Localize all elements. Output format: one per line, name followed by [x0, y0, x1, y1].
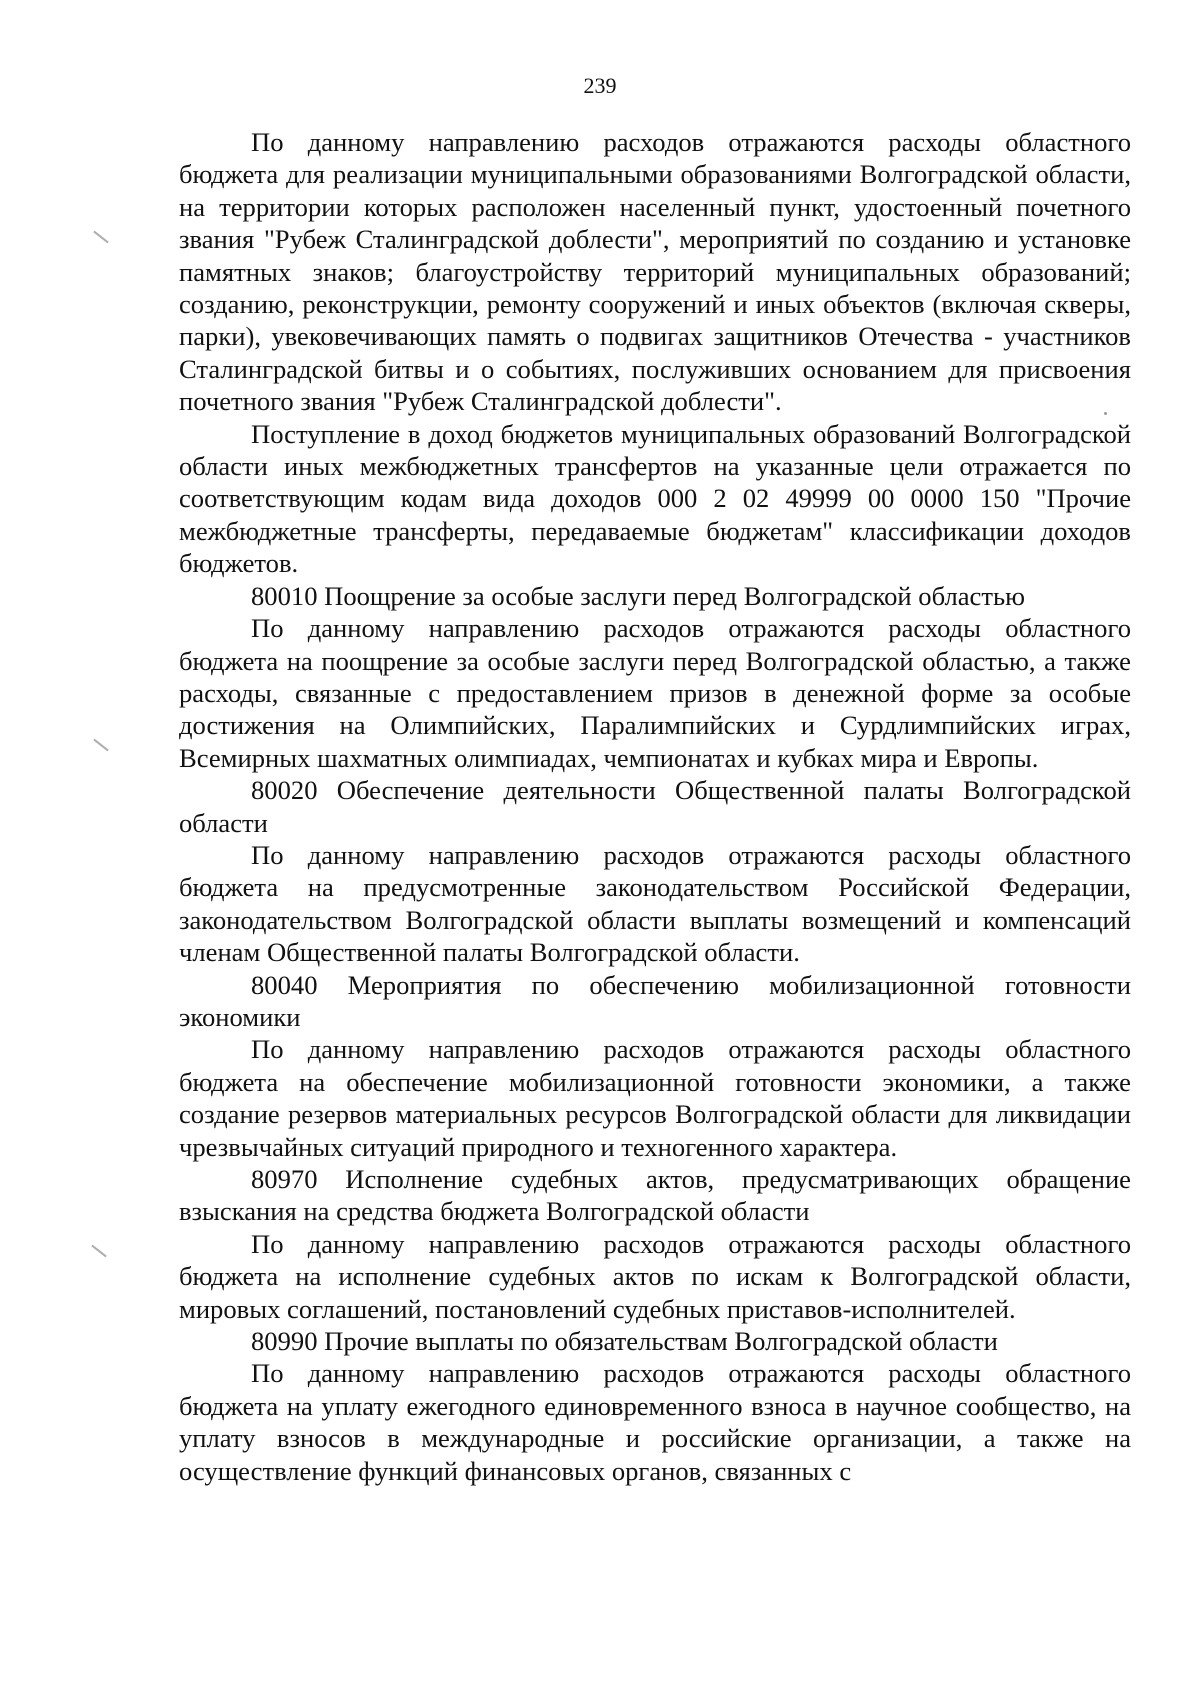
- section-heading: 80990 Прочие выплаты по обязательствам Волгоградской области: [251, 1326, 998, 1357]
- paragraph: По данному направлению расходов отражаются расходы областного бюджета на исполнение судебных актов по искам к Волгоградской области, мировых соглашений, постановлений судебных приставов-исполнителей.: [179, 1228, 1131, 1324]
- section-heading: 80040 Мероприятия по обеспечению мобилизационной готовности экономики: [179, 969, 1131, 1032]
- paragraph: Поступление в доход бюджетов муниципальных образований Волгоградской области иных межбюджетных трансфертов на указанные цели отражается по соответствующим кодам вида доходов 000 2 02 49999 00 0000 150 "Прочие межбюджетные трансферты, передаваемые бюджетам" классификации доходов бюджетов.: [179, 418, 1131, 579]
- paragraph: По данному направлению расходов отражаются расходы областного бюджета на поощрение за особые заслуги перед Волгоградской областью, а также расходы, связанные с предоставлением призов в денежной форме за особые достижения на Олимпийских, Паралимпийских и Сурдлимпийских играх, Всемирных шахматных олимпиадах, чемпионатах и кубках мира и Европы.: [179, 613, 1131, 773]
- body-text: [179, 126, 1131, 1487]
- section-heading: 80970 Исполнение судебных актов, предусматривающих обращение взыскания на средства бюджета Волгоградской области: [179, 1164, 1131, 1227]
- paragraph: По данному направлению расходов отражаются расходы областного бюджета на предусмотренные законодательством Российской Федерации, законодательством Волгоградской области выплаты возмещений и компенсаций членам Общественной палаты Волгоградской области.: [179, 839, 1131, 968]
- section-heading: 80010 Поощрение за особые заслуги перед Волгоградской областью: [251, 580, 1025, 611]
- section-heading: 80020 Обеспечение деятельности Общественной палаты Волгоградской области: [179, 775, 1131, 838]
- paragraph: По данному направлению расходов отражаются расходы областного бюджета на уплату ежегодного единовременного взноса в научное сообщество, на уплату взносов в международные и российские организации, а также на осуществление функций финансовых органов, связанных с: [179, 1358, 1131, 1486]
- scan-mark: [93, 231, 108, 244]
- scan-mark: [93, 739, 108, 752]
- paragraph: По данному направлению расходов отражаются расходы областного бюджета на обеспечение мобилизационной готовности экономики, а также создание резервов материальных ресурсов Волгоградской области для ликвидации чрезвычайных ситуаций природного и техногенного характера.: [179, 1034, 1131, 1162]
- scan-mark: [91, 1245, 106, 1258]
- page-number: 239: [583, 73, 617, 98]
- paragraph: По данному направлению расходов отражаются расходы областного бюджета для реализации муниципальными образованиями Волгоградской области, на территории которых расположен населенный пункт, удостоенный почетного звания "Рубеж Сталинградской доблести", мероприятий по созданию и установке памятных знаков; благоустройству территорий муниципальных образований; созданию, реконструкции, ремонту сооружений и иных объектов (включая скверы, парки), увековечивающих память о подвигах защитников Отечества - участников Сталинградской битвы и о событиях, послуживших основанием для присвоения почетного звания "Рубеж Сталинградской доблести".: [179, 127, 1131, 417]
